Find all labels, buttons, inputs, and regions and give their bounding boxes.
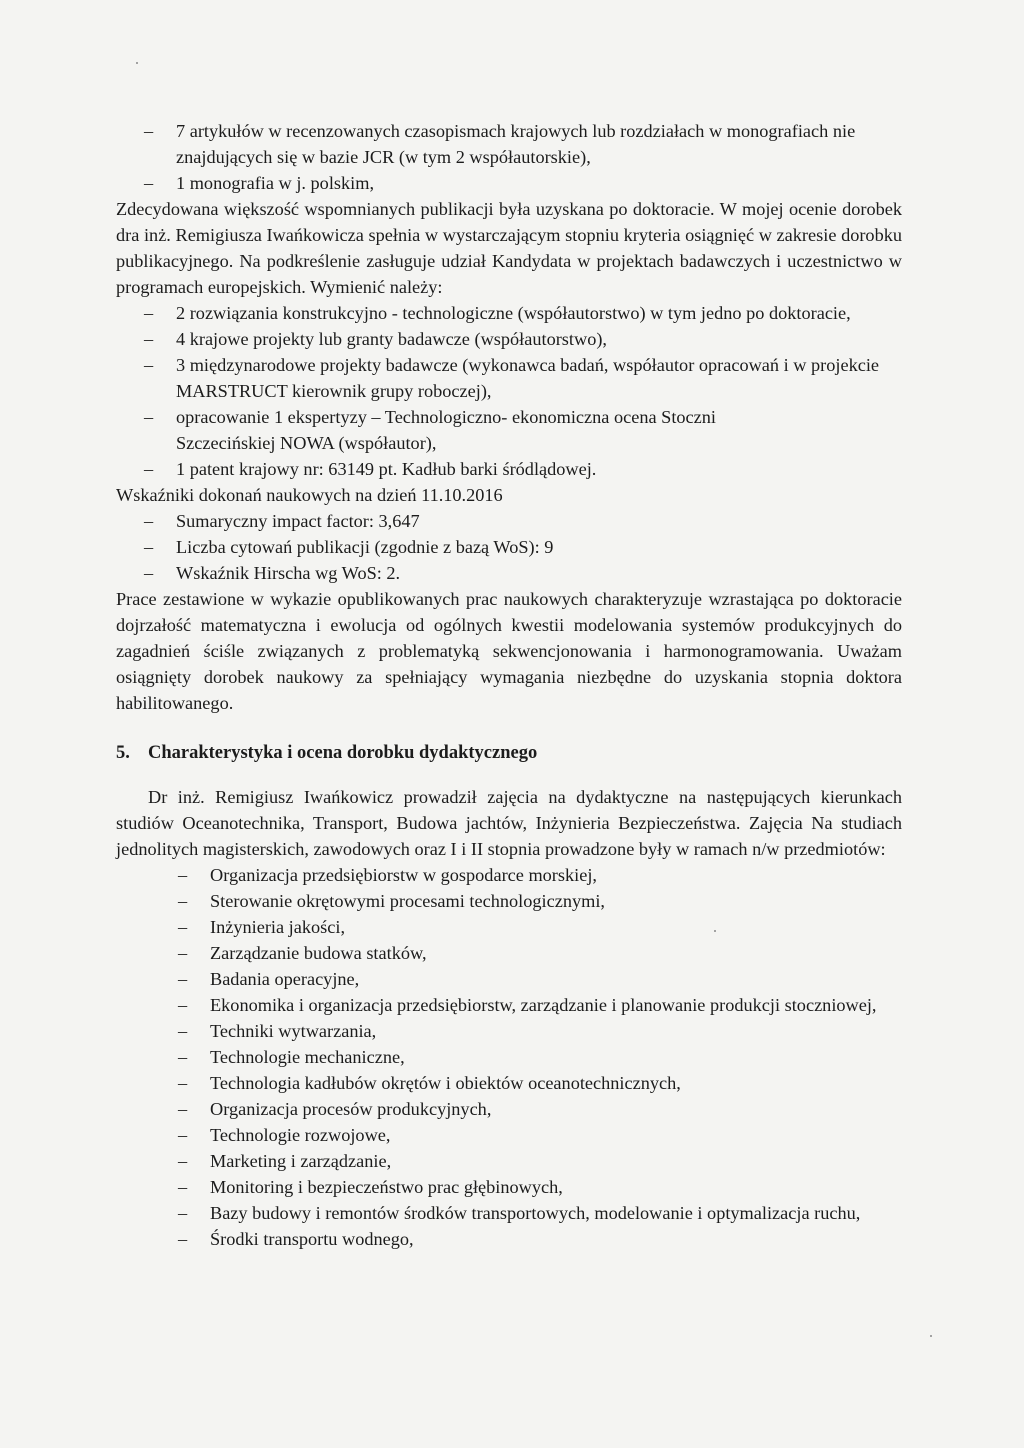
section-title: Charakterystyka i ocena dorobku dydaktycznego [148,743,538,763]
projects-list [116,300,902,482]
paragraph-assessment: Prace zestawione w wykazie opublikowanych prac naukowych charakteryzuje wzrastająca po doktoracie dojrzałość matematyczna i ewolucja od ogólnych kwestii modelowania systemów produkcyjnych do zagadnień ściśle związanych z problematyką sekwencjonowania i harmonogramowania. Uważam osiągnięty dorobek naukowy za spełniający wymagania niezbędne do uzyskania stopnia doktora habilitowanego. [116,589,902,713]
list-item: – 4 krajowe projekty lub granty badawcze (współautorstwo), [116,326,902,352]
courses-list [116,862,902,1252]
paragraph-teaching: Dr inż. Remigiusz Iwańkowicz prowadził zajęcia na dydaktyczne na następujących kierunkach studiów Oceanotechnika, Transport, Budowa jachtów, Inżynieria Bezpieczeństwa. Zajęcia Na studiach jednolitych magisterskich, zawodowych oraz I i II stopnia prowadzone były w ramach n/w przedmiotów: [116,787,902,859]
list-item: – 7 artykułów w recenzowanych czasopismach krajowych lub rozdziałach w monografiach nie znajdujących się w bazie JCR (w tym 2 współautorskie), [116,118,902,170]
document-body [116,118,902,1252]
paragraph-publications: Zdecydowana większość wspomnianych publikacji była uzyskana po doktoracie. W mojej ocenie dorobek dra inż. Remigiusza Iwańkowicza spełnia w wystarczającym stopniu kryteria osiągnięć w zakresie dorobku publikacyjnego. Na podkreślenie zasługuje udział Kandydata w projektach badawczych i uczestnictwo w programach europejskich. Wymienić należy: [116,199,902,297]
list-item: – Techniki wytwarzania, [116,1018,902,1044]
list-item: – Technologie rozwojowe, [116,1122,902,1148]
list-item: – Ekonomika i organizacja przedsiębiorstw, zarządzanie i planowanie produkcji stoczniowej, [116,992,902,1018]
list-item: – 2 rozwiązania konstrukcyjno - technologiczne (współautorstwo) w tym jedno po doktoracie, [116,300,902,326]
indicators-list [116,508,902,586]
list-item: – Wskaźnik Hirscha wg WoS: 2. [116,560,902,586]
list-item: – Sterowanie okrętowymi procesami technologicznymi, [116,888,902,914]
list-item: – 1 monografia w j. polskim, [116,170,902,196]
list-item: – Liczba cytowań publikacji (zgodnie z bazą WoS): 9 [116,534,902,560]
list-item: – Środki transportu wodnego, [116,1226,902,1252]
list-item: – Zarządzanie budowa statków, [116,940,902,966]
indicators-intro: Wskaźniki dokonań naukowych na dzień 11.10.2016 [116,485,503,505]
list-item: – Inżynieria jakości, [116,914,902,940]
list-item: – Technologia kadłubów okrętów i obiektów oceanotechnicznych, [116,1070,902,1096]
section-heading [116,740,902,766]
list-item: – Bazy budowy i remontów środków transportowych, modelowanie i optymalizacja ruchu, [116,1200,902,1226]
list-item: – Badania operacyjne, [116,966,902,992]
scan-speck [136,62,138,64]
section-number: 5. [116,743,130,763]
list-item: – Organizacja przedsiębiorstw w gospodarce morskiej, [116,862,902,888]
list-item: – Marketing i zarządzanie, [116,1148,902,1174]
scan-speck [930,1335,932,1337]
list-item: – opracowanie 1 ekspertyzy – Technologiczno- ekonomiczna ocena Stoczni Szczecińskiej NOWA (współautor), [116,404,902,456]
list-item: – Sumaryczny impact factor: 3,647 [116,508,902,534]
publications-list [116,118,902,196]
list-item: – Monitoring i bezpieczeństwo prac głębinowych, [116,1174,902,1200]
list-item: – Organizacja procesów produkcyjnych, [116,1096,902,1122]
list-item: – 1 patent krajowy nr: 63149 pt. Kadłub barki śródlądowej. [116,456,902,482]
list-item: – 3 międzynarodowe projekty badawcze (wykonawca badań, współautor opracowań i w projekcie MARSTRUCT kierownik grupy roboczej), [116,352,902,404]
list-item: – Technologie mechaniczne, [116,1044,902,1070]
